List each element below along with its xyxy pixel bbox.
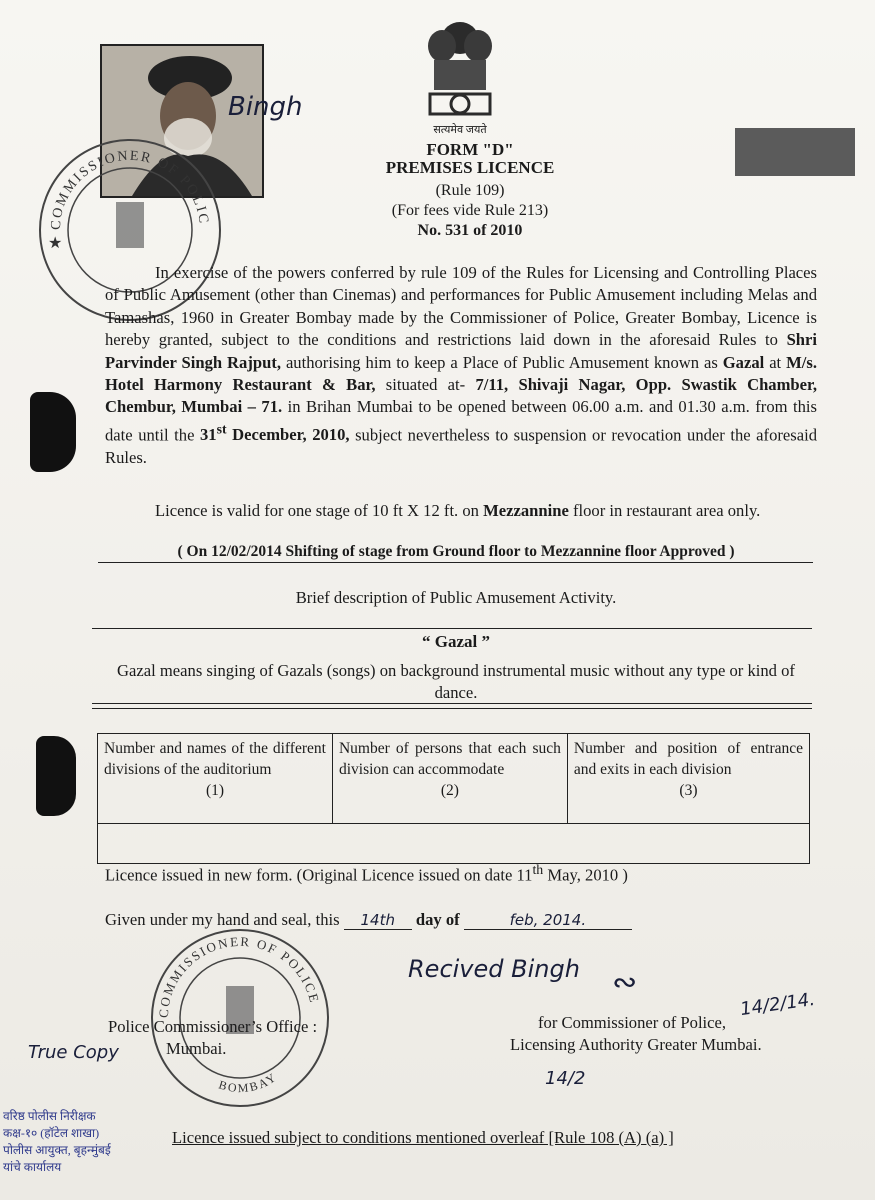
validity-text-2: floor in restaurant area only.: [568, 501, 761, 520]
national-emblem-icon: [420, 12, 500, 120]
photo-signature: Bingh: [228, 92, 303, 122]
issued-text: Licence issued in new form. (Original Licence issued on date: [105, 865, 517, 885]
initials-date: 14/2: [545, 1068, 586, 1089]
body-text-5: in Brihan Mumbai to be opened between 06.00 a.m. and 01.30 a.m. from this date until the: [105, 397, 817, 445]
office-line-2: Mumbai.: [166, 1039, 227, 1058]
b-mark-1: [30, 392, 76, 472]
activity-description: Gazal means singing of Gazals (songs) on background instrumental music without any type or kind of dance.: [117, 661, 795, 702]
activity-heading: Brief description of Public Amusement Activity.: [295, 588, 617, 607]
table-header-row: [98, 734, 810, 824]
divider-2: [92, 628, 812, 629]
given-date: feb, 2014.: [464, 911, 632, 930]
validity-floor: Mezzannine: [483, 501, 569, 520]
until-date: December, 2010,: [226, 425, 350, 445]
issued-note: [105, 862, 825, 886]
col-1-num: (1): [205, 782, 225, 799]
issued-day: 11: [516, 865, 533, 885]
emblem-caption: सत्यमेव जयते: [433, 124, 487, 136]
hindi-line-2: कक्ष-१० (हॉटेल शाखा): [3, 1126, 100, 1140]
body-text-6: subject nevertheless to suspension or revocation under the aforesaid Rules.: [105, 425, 817, 467]
commissioner-line-2: Licensing Authority Greater Mumbai.: [510, 1035, 762, 1054]
received-signature: Recived Bingh: [408, 955, 580, 983]
svg-text:COMMISSIONER OF POLICE: COMMISSIONER OF POLICE: [155, 933, 323, 1019]
body-text-1: In exercise of the powers conferred by rule 109 of the Rules for Licensing and Controlling Places of Public Amusement (other than Cinemas) and performances for Public Amusement including Melas and Tamashas, 1960 in Greater Bombay made by the Commissioner of Police, Greater Bombay, Licence is hereby granted, subject to the conditions and restrictions laid down in the aforesaid Rules to: [105, 263, 817, 350]
establishment-address: 7/11, Shivaji Nagar, Opp. Swastik Chamber, Chembur, Mumbai – 71.: [105, 375, 818, 417]
validity-text: [105, 500, 817, 522]
body-text-2: authorising him to keep a Place of Public Amusement known as: [281, 352, 723, 372]
commissioner-line-1: for Commissioner of Police,: [538, 1013, 727, 1032]
rule-ref: (Rule 109): [435, 182, 505, 199]
table-col-2: [332, 734, 567, 824]
office-line-1: Police Commissioner’s Office :: [108, 1017, 318, 1036]
licence-number: No. 531 of 2010: [417, 222, 523, 239]
hindi-line-1: वरिष्ठ पोलीस निरीक्षक: [3, 1109, 96, 1123]
form-label: FORM "D": [426, 140, 514, 159]
until-sup: st: [216, 421, 227, 437]
given-prefix: Given under my hand and seal, this: [105, 910, 340, 929]
licence-body: [105, 262, 817, 469]
issued-rest: May, 2010 ): [543, 865, 628, 885]
divider-1: [98, 562, 813, 563]
given-day: 14th: [344, 911, 412, 930]
col-2-num: (2): [440, 782, 459, 799]
svg-text:★: ★: [48, 235, 63, 252]
table-body-row: [98, 824, 810, 864]
b-mark-2: [36, 736, 76, 816]
true-copy-note: True Copy: [28, 1042, 119, 1063]
hindi-line-3: पोलीस आयुक्त, बृहन्मुंबई: [3, 1143, 111, 1157]
issued-sup: th: [532, 862, 544, 877]
until-day: 31: [200, 425, 217, 445]
validity-text-1: Licence is valid for one stage of 10 ft X 12 ft. on: [155, 501, 484, 520]
body-text-3: at: [764, 352, 787, 372]
col-3-num: (3): [679, 782, 698, 799]
svg-text:COMMISSIONER OF POLICE: COMMISSIONER OF POLIC: [48, 148, 211, 231]
signature-date: 14/2/14.: [738, 988, 817, 1021]
licence-title: PREMISES LICENCE: [385, 158, 555, 177]
given-mid: day of: [415, 910, 460, 929]
licensee-name: Shri Parvinder Singh Rajput,: [105, 330, 817, 372]
hindi-stamp: [3, 1108, 173, 1176]
divisions-table: [97, 733, 810, 864]
table-empty-cell: [98, 824, 810, 864]
hindi-line-4: यांचे कार्यालय: [3, 1160, 62, 1174]
table-col-3: [567, 734, 809, 824]
conditions-note: Licence issued subject to conditions mentioned overleaf [Rule 108 (A) (a) ]: [172, 1128, 674, 1147]
establishment-name: M/s. Hotel Harmony Restaurant & Bar,: [105, 352, 817, 395]
col-2-text: Number of persons that each such division can accommodate: [338, 740, 561, 778]
divider-4: [92, 708, 812, 709]
divider-3: [92, 703, 812, 704]
office-block: [108, 1016, 388, 1060]
col-3-text: Number and position of entrance and exits in each division: [573, 740, 803, 778]
shift-note: ( On 12/02/2014 Shifting of stage from Ground floor to Mezzannine floor Approved ): [177, 543, 735, 560]
officer-signature: ∾: [612, 965, 638, 1000]
commissioner-block: [510, 1012, 810, 1056]
table-col-1: [98, 734, 333, 824]
place-name: Gazal: [722, 352, 765, 372]
activity-name: “ Gazal ”: [422, 632, 490, 651]
svg-text:BOMBAY: BOMBAY: [217, 1069, 280, 1096]
col-1-text: Number and names of the different divisions of the auditorium: [104, 740, 326, 778]
body-text-4: situated at-: [375, 375, 476, 395]
fees-ref: (For fees vide Rule 213): [391, 202, 549, 219]
redacted-box: [735, 128, 855, 176]
